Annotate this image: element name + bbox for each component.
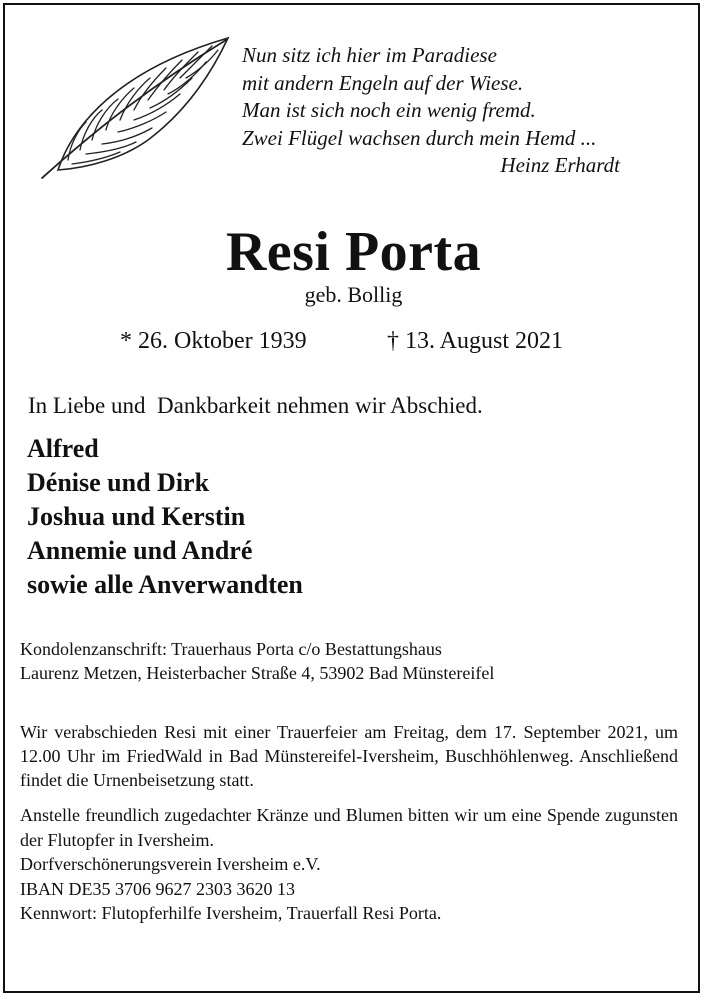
mourner-name: Annemie und André	[27, 536, 253, 565]
mourner-name: Alfred	[27, 434, 99, 463]
mourner-name: Dénise und Dirk	[27, 468, 210, 497]
poem-line: Zwei Flügel wachsen durch mein Hemd ...	[242, 125, 597, 150]
death-date: † 13. August 2021	[387, 328, 564, 354]
condolence-line: Kondolenzanschrift: Trauerhaus Porta c/o Bestattungshaus	[20, 639, 442, 659]
deceased-name: Resi Porta	[225, 221, 482, 283]
birth-date: * 26. Oktober 1939	[120, 328, 307, 354]
ceremony-text: Wir verabschieden Resi mit einer Trauerfeier am Freitag, dem 17. September 2021, um 12.00 Uhr im FriedWald in Bad Münstereifel-Iversheim, Buschhöhlenweg. Anschließend findet die Urnenbeisetzung statt.	[20, 722, 678, 790]
mourner-name: sowie alle Anverwandten	[27, 570, 303, 599]
farewell-text: In Liebe und Dankbarkeit nehmen wir Abschied.	[28, 393, 483, 418]
poem	[242, 42, 682, 180]
condolence-address	[20, 637, 494, 685]
mourners-list	[27, 432, 303, 602]
poem-line: mit andern Engeln auf der Wiese.	[242, 70, 524, 95]
donation-iban: IBAN DE35 3706 9627 2303 3620 13	[20, 878, 295, 899]
donation-keyword: Kennwort: Flutopferhilfe Iversheim, Trauerfall Resi Porta.	[20, 903, 442, 923]
donation-info	[20, 803, 678, 926]
poem-author: Heinz Erhardt	[500, 153, 620, 177]
feather-icon	[28, 30, 238, 180]
poem-line: Man ist sich noch ein wenig fremd.	[242, 98, 536, 122]
donation-text: Anstelle freundlich zugedachter Kränze und Blumen bitten wir um eine Spende zugunsten der Flutopfer in Iversheim.	[20, 805, 678, 850]
condolence-line: Laurenz Metzen, Heisterbacher Straße 4, 53902 Bad Münstereifel	[20, 663, 495, 683]
mourner-name: Joshua und Kerstin	[27, 502, 246, 531]
poem-line: Nun sitz ich hier im Paradiese	[242, 43, 497, 67]
maiden-name: geb. Bollig	[304, 282, 403, 307]
donation-organization: Dorfverschönerungsverein Iversheim e.V.	[20, 854, 321, 874]
